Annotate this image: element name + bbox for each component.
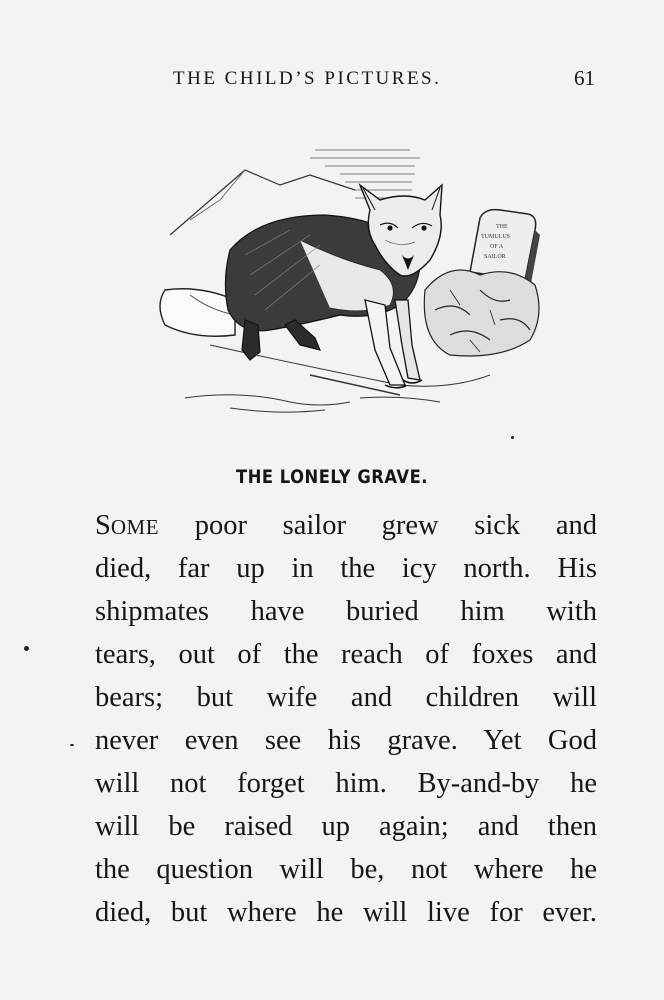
grave-line-3: OF A (490, 244, 504, 250)
print-speck (70, 744, 74, 746)
paragraph-line-7: will not forget him. By-and-by he (95, 768, 597, 799)
paragraph-line-9: the question will be, not where he (95, 854, 597, 885)
body-paragraph (95, 504, 597, 934)
fox-illustration (150, 140, 545, 425)
section-heading: THE LONELY GRAVE. (236, 466, 428, 488)
paragraph-line-3: shipmates have buried him with (95, 596, 597, 627)
running-head (95, 62, 597, 92)
paragraph-line-8: will be raised up again; and then (95, 811, 597, 842)
drop-word-smallcaps: OME (110, 515, 160, 539)
paragraph-line-2: died, far up in the icy north. His (95, 553, 597, 584)
running-title: THE CHILD’S PICTURES. (173, 68, 442, 89)
page-number: 61 (574, 66, 595, 90)
drop-word-initial: S (95, 510, 111, 541)
paragraph-line-5: bears; but wife and children will (95, 682, 597, 713)
rock-pile (424, 270, 539, 356)
paragraph-line-1 (95, 504, 597, 547)
paragraph-line-10: died, but where he will live for ever. (95, 897, 597, 928)
grave-line-1: THE (496, 224, 508, 230)
grave-line-2: TUMULUS (481, 234, 511, 240)
paragraph-line-6: never even see his grave. Yet God (95, 725, 597, 756)
first-line-text: poor sailor grew sick and (159, 510, 597, 541)
paragraph-line-4: tears, out of the reach of foxes and (95, 639, 597, 670)
print-speck (24, 646, 29, 651)
grave-line-4: SAILOR (484, 254, 506, 260)
fox-figure (160, 185, 442, 388)
print-speck (511, 436, 514, 439)
